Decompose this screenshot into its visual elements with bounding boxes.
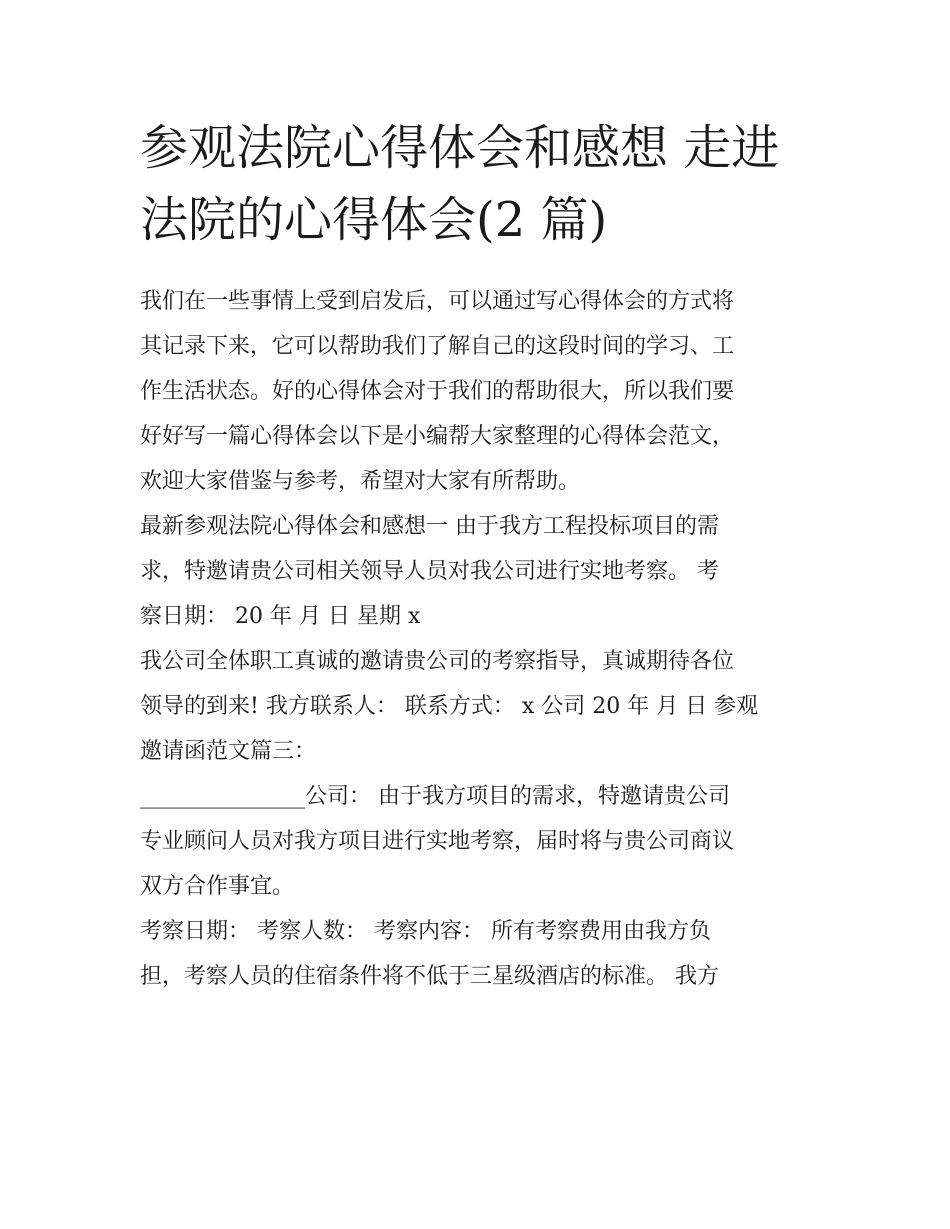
text-line: 考察日期： 考察人数： 考察内容： 所有考察费用由我方负 bbox=[140, 919, 711, 944]
text-line: 我们在一些事情上受到启发后，可以通过写心得体会的方式将 bbox=[140, 289, 735, 314]
text-line: 我公司全体职工真诚的邀请贵公司的考察指导，真诚期待各位 bbox=[140, 649, 735, 674]
text-line: 欢迎大家借鉴与参考，希望对大家有所帮助。 bbox=[140, 469, 581, 494]
paragraph-intro bbox=[140, 279, 830, 504]
document-title bbox=[140, 112, 830, 256]
text-line: 专业顾问人员对我方项目进行实地考察，届时将与贵公司商议 bbox=[140, 829, 735, 854]
text-line: 作生活状态。好的心得体会对于我们的帮助很大，所以我们要 bbox=[140, 379, 735, 404]
paragraph-invitation bbox=[140, 639, 830, 774]
text-line: 领导的到来! 我方联系人： 联系方式： x 公司 20 年 月 日 参观 bbox=[140, 694, 759, 719]
text-line: 求，特邀请贵公司相关领导人员对我公司进行实地考察。 考 bbox=[140, 559, 719, 584]
text-line: 其记录下来，它可以帮助我们了解自己的这段时间的学习、工 bbox=[140, 334, 735, 359]
paragraph-company bbox=[140, 774, 830, 909]
text-line: 最新参观法院心得体会和感想一 由于我方工程投标项目的需 bbox=[140, 514, 719, 539]
text-line: 双方合作事宜。 bbox=[140, 874, 295, 899]
text-line: _______________公司： 由于我方项目的需求，特邀请贵公司 bbox=[140, 784, 730, 809]
text-line: 好好写一篇心得体会以下是小编帮大家整理的心得体会范文， bbox=[140, 424, 735, 449]
title-line: 参观法院心得体会和感想 走进 bbox=[140, 120, 780, 176]
document-body bbox=[140, 279, 830, 999]
text-line: 察日期： 20 年 月 日 星期 x bbox=[140, 604, 421, 629]
text-line: 担，考察人员的住宿条件将不低于三星级酒店的标准。 我方 bbox=[140, 964, 719, 989]
paragraph-section-one bbox=[140, 504, 830, 639]
text-line: 邀请函范文篇三： bbox=[140, 739, 317, 764]
paragraph-inspection-details bbox=[140, 909, 830, 999]
title-line: 法院的心得体会(2 篇) bbox=[140, 192, 608, 248]
